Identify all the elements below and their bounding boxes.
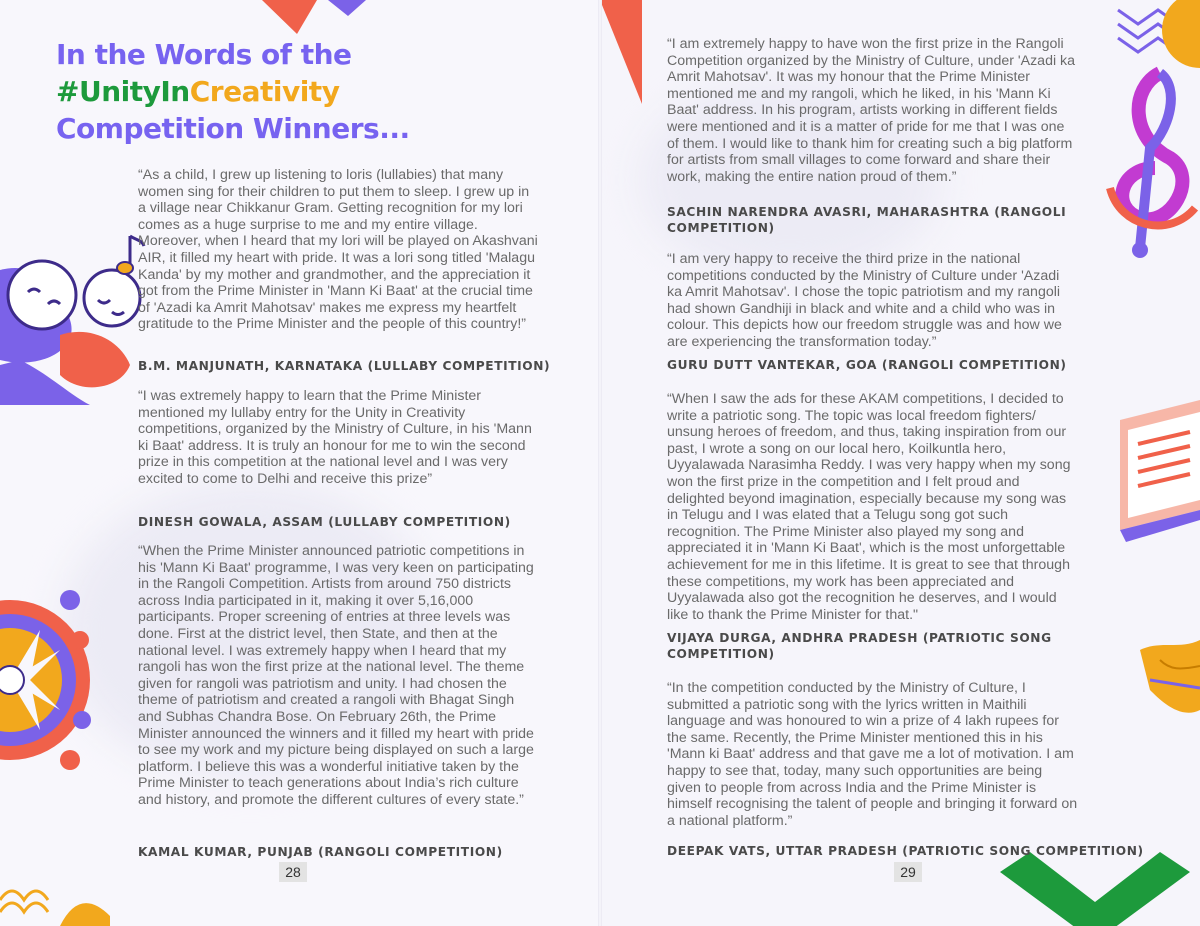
orange-circle-icon	[1155, 0, 1200, 70]
book-icon	[1120, 400, 1200, 550]
quote-deepak-vats: “In the competition conducted by the Ministry of Culture, I submitted a patriotic song with the lyrics written in Maithili language and was honoured to win a prize of 4 lakh rupees for the same. Recently, the Prime Minister mentioned this in his 'Mann ki Baat' address and that gave me a lot of motivation. I am happy to see that, today, many such opportunities are being given to people from across India and the Prime Minister is himself recognising the talent of people and bringing it forward on a national platform.”	[667, 680, 1078, 829]
hashtag-in: In	[160, 75, 190, 108]
hashtag-symbol: #	[56, 75, 79, 108]
decorative-triangle-icon	[600, 0, 650, 104]
attribution-kamal-kumar: KAMAL KUMAR, PUNJAB (RANGOLI COMPETITION)	[138, 845, 503, 859]
treble-clef-icon	[1100, 68, 1200, 258]
attribution-manjunath: B.M. MANJUNATH, KARNATAKA (LULLABY COMPETITION)	[138, 359, 551, 373]
book-gutter	[598, 0, 602, 926]
attribution-gowala: DINESH GOWALA, ASSAM (LULLABY COMPETITION)	[138, 515, 511, 529]
quote-avasri: “I am extremely happy to have won the first prize in the Rangoli Competition organized by the Ministry of Culture, under 'Azadi ka Amrit Mahotsav'. It was my honour that the Prime Minister mentioned me and my rangoli, which he liked, in his 'Mann Ki Baat' address. In his program, artists working in different fields were mentioned and it is a matter of pride for me that I was one of them. I would like to thank him for creating such a big platform for artists from small villages to come forward and share their work, making the entire nation proud of them.”	[667, 36, 1076, 185]
attribution-vijaya-durga: VIJAYA DURGA, ANDHRA PRADESH (PATRIOTIC SONG COMPETITION)	[667, 631, 1052, 661]
quote-manjunath: “As a child, I grew up listening to loris (lullabies) that many women sing for their children to put them to sleep. I grew up in a village near Chikkanur Gram. Getting recognition for my lori comes as a huge surprise to me and my entire village. Moreover, when I heard that my lori will be played on Akashvani AIR, it filled my heart with pride. It was a lori song titled 'Malagu Kanda' by my mother and grandmother, and the appreciation it got from the Prime Minister in 'Mann Ki Baat' at the crucial time of 'Azadi ka Amrit Mahotsav' makes me express my heartfelt gratitude to the Prime Minister and the people of this country!”	[138, 167, 538, 333]
title-hashtag	[56, 73, 476, 110]
hashtag-unity: Unity	[78, 75, 161, 108]
page-title	[56, 36, 476, 147]
page-number-left: 28	[279, 862, 307, 882]
quote-gowala: “I was extremely happy to learn that the Prime Minister mentioned my lullaby entry for the Unity in Creativity competitions, organized by the Ministry of Culture, in his 'Mann ki Baat' address. It is truly an honour for me to win the second prize in this competition at the national level and I was very excited to come to Delhi and receive this prize”	[138, 388, 532, 487]
quote-vantekar: “I am very happy to receive the third prize in the national competitions conducted by the Ministry of Culture under 'Azadi ka Amrit Mahotsav'. I chose the topic patriotism and my rangoli had shown Gandhiji in black and white and a child who was in colour. This depicts how our freedom struggle was and how we are experiencing the transformation today.”	[667, 251, 1062, 350]
title-line-3: Competition Winners...	[56, 112, 410, 145]
quote-kamal-kumar: “When the Prime Minister announced patriotic competitions in his 'Mann Ki Baat' programme, I was very keen on participating in the Rangoli Competition. Artists from around 750 districts across India participated in it, making it over 5,16,000 participants. Proper screening of entries at three levels was done. First at the district level, then State, and then at the national level. I was extremely happy when I heard that my rangoli has won the first prize at the national level. The theme given for rangoli was patriotism and unity. I had chosen the theme of patriotism and created a rangoli with Bhagat Singh and Subhas Chandra Bose. On February 26th, the Prime Minister announced the winners and it filled my heart with pride to see my work and my picture being displayed on such a large platform. I believe this was a wonderful initiative taken by the Prime Minister to teach generations about India’s rich culture and history, and promote the different cultures of every state.”	[138, 543, 534, 808]
page-number-right: 29	[894, 862, 922, 882]
page-right	[600, 0, 1200, 926]
attribution-avasri: SACHIN NARENDRA AVASRI, MAHARASHTRA (RANGOLI COMPETITION)	[667, 205, 1067, 235]
attribution-deepak-vats: DEEPAK VATS, UTTAR PRADESH (PATRIOTIC SONG COMPETITION)	[667, 844, 1144, 858]
decorative-purple-shape	[328, 0, 368, 20]
attribution-vantekar: GURU DUTT VANTEKAR, GOA (RANGOLI COMPETITION)	[667, 358, 1067, 372]
hashtag-creativity: Creativity	[189, 75, 340, 108]
rangoli-flower-icon	[0, 540, 90, 840]
decorative-triangle-icon	[262, 0, 322, 40]
hand-illustration	[1140, 630, 1200, 720]
title-line-1: In the Words of the	[56, 38, 352, 71]
decorative-loops-icon	[0, 860, 110, 926]
quote-vijaya-durga: “When I saw the ads for these AKAM competitions, I decided to write a patriotic song. The topic was local freedom fighters/ unsung heroes of freedom, and thus, taking inspiration from our past, I wrote a song on our local hero, Koilkuntla hero, Uyyalawada Narasimha Reddy. I was very happy when my song won the first prize in the competition and I felt proud and delighted beyond imagination, especially because my song was in Telugu and I was elated that a Telugu song got such recognition. The Prime Minister also played my song and appreciated it in 'Mann Ki Baat', which is the most unforgettable achievement for me in this lifetime. It is great to see that through these competitions, my work has been appreciated and Uyyalawada also got the recognition he deserves, and I would like to thank the Prime Minister for that."	[667, 391, 1071, 623]
